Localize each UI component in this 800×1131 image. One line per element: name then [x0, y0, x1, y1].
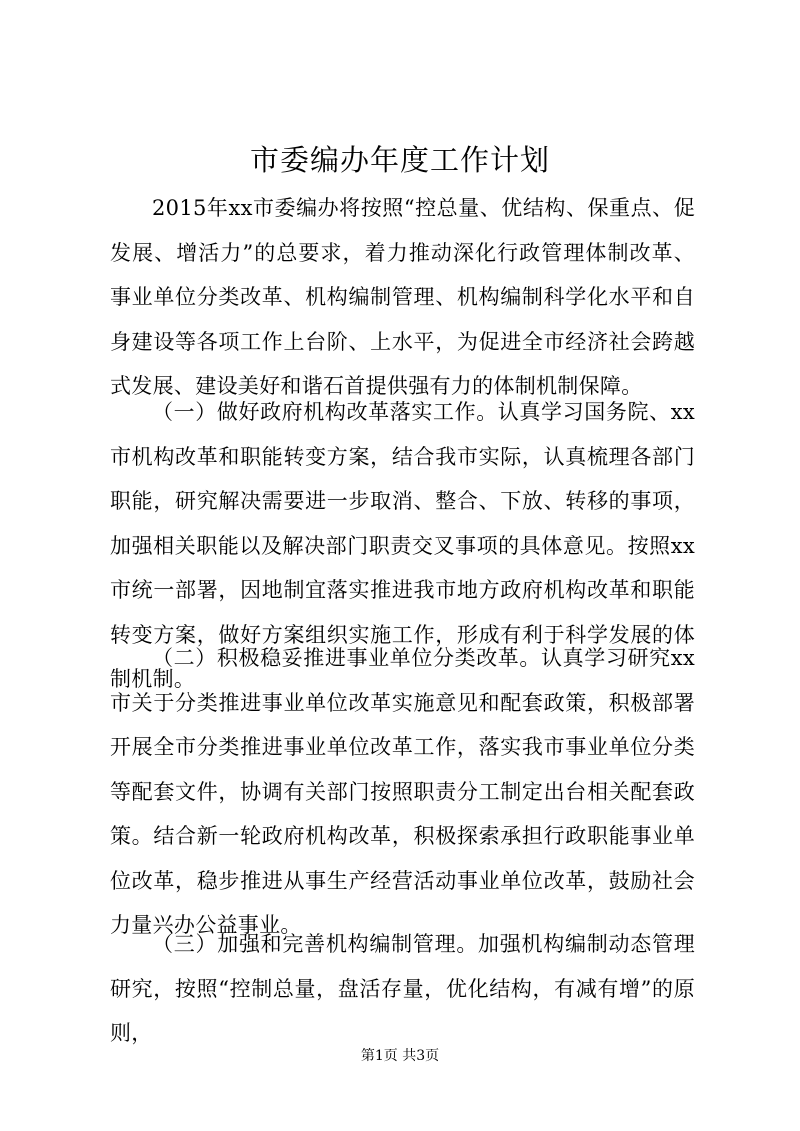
paragraph-section-three: （三）加强和完善机构编制管理。加强机构编制动态管理研究，按照“控制总量，盘活存量，优化结构，有减有增”的原则，: [110, 932, 695, 1045]
page-number-footer: 第1页 共3页: [360, 1048, 440, 1064]
paragraph-section-one: （一）做好政府机构改革落实工作。认真学习国务院、xx市机构改革和职能转变方案，结合我市实际，认真梳理各部门职能，研究解决需要进一步取消、整合、下放、转移的事项，加强相关职能以及解决部门职责交叉事项的具体意见。按照xx市统一部署，因地制宜落实推进我市地方政府机构改革和职能转变方案，做好方案组织实施工作，形成有利于科学发展的体制机制。: [110, 400, 695, 691]
document-title: 市委编办年度工作计划: [249, 143, 550, 177]
paragraph-section-two: （二）积极稳妥推进事业单位分类改革。认真学习研究xx市关于分类推进事业单位改革实施意见和配套政策，积极部署开展全市分类推进事业单位改革工作，落实我市事业单位分类等配套文件，协调有关部门按照职责分工制定出台相关配套政策。结合新一轮政府机构改革，积极探索承担行政职能事业单位改革，稳步推进从事生产经营活动事业单位改革，鼓励社会力量兴办公益事业。: [110, 646, 695, 937]
paragraph-intro: 2015年xx市委编办将按照“控总量、优结构、保重点、促发展、增活力”的总要求，着力推动深化行政管理体制改革、事业单位分类改革、机构编制管理、机构编制科学化水平和自身建设等各项工作上台阶、上水平，为促进全市经济社会跨越式发展、建设美好和谐石首提供强有力的体制机制保障。: [110, 196, 695, 398]
